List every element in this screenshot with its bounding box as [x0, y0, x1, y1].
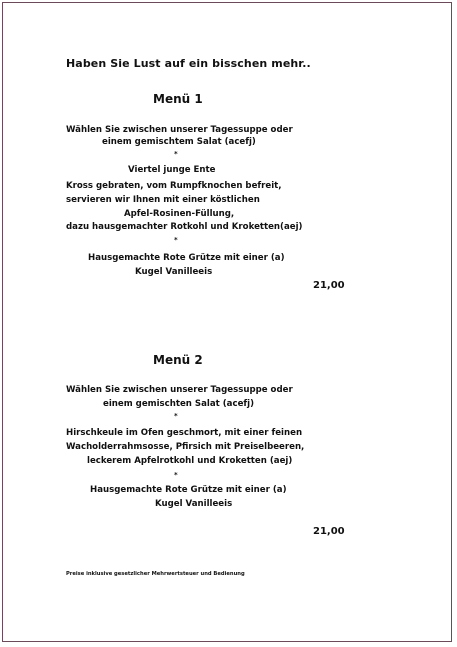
page-border	[2, 2, 452, 642]
page-headline: Haben Sie Lust auf ein bisschen mehr..	[66, 57, 311, 70]
menu-1-separator: *	[174, 150, 178, 158]
menu-2-title: Menü 2	[153, 353, 203, 367]
menu-1-line: servieren wir Ihnen mit einer köstlichen	[66, 195, 260, 205]
menu-2-separator: *	[174, 412, 178, 420]
menu-2-line: Hausgemachte Rote Grütze mit einer (a)	[90, 485, 287, 495]
menu-2-line: leckerem Apfelrotkohl und Kroketten (aej)	[87, 456, 293, 466]
menu-2-price: 21,00	[313, 526, 345, 537]
menu-1-line: Kross gebraten, vom Rumpfknochen befreit,	[66, 181, 282, 191]
price-footnote: Preise inklusive gesetzlicher Mehrwertsteuer und Bedienung	[66, 571, 245, 577]
menu-2-line: Wacholderrahmsosse, Pfirsich mit Preiselbeeren,	[66, 442, 305, 452]
menu-2-line: Hirschkeule im Ofen geschmort, mit einer feinen	[66, 428, 303, 438]
menu-2-line: einem gemischten Salat (acefj)	[103, 399, 255, 409]
menu-2-line: Kugel Vanilleeis	[155, 499, 233, 509]
menu-1-line: Hausgemachte Rote Grütze mit einer (a)	[88, 253, 285, 263]
menu-1-title: Menü 1	[153, 92, 203, 106]
menu-1-line: einem gemischtem Salat (acefj)	[102, 137, 256, 147]
menu-2-line: Wählen Sie zwischen unserer Tagessuppe oder	[66, 385, 293, 395]
menu-1-price: 21,00	[313, 280, 345, 291]
menu-2-separator: *	[174, 471, 178, 479]
menu-1-separator: *	[174, 236, 178, 244]
menu-1-line: Wählen Sie zwischen unserer Tagessuppe oder	[66, 125, 293, 135]
menu-1-line: Apfel-Rosinen-Füllung,	[124, 209, 235, 219]
menu-1-line: Viertel junge Ente	[128, 165, 216, 175]
menu-1-line: dazu hausgemachter Rotkohl und Kroketten(aej)	[66, 222, 303, 232]
menu-1-line: Kugel Vanilleeis	[135, 267, 213, 277]
